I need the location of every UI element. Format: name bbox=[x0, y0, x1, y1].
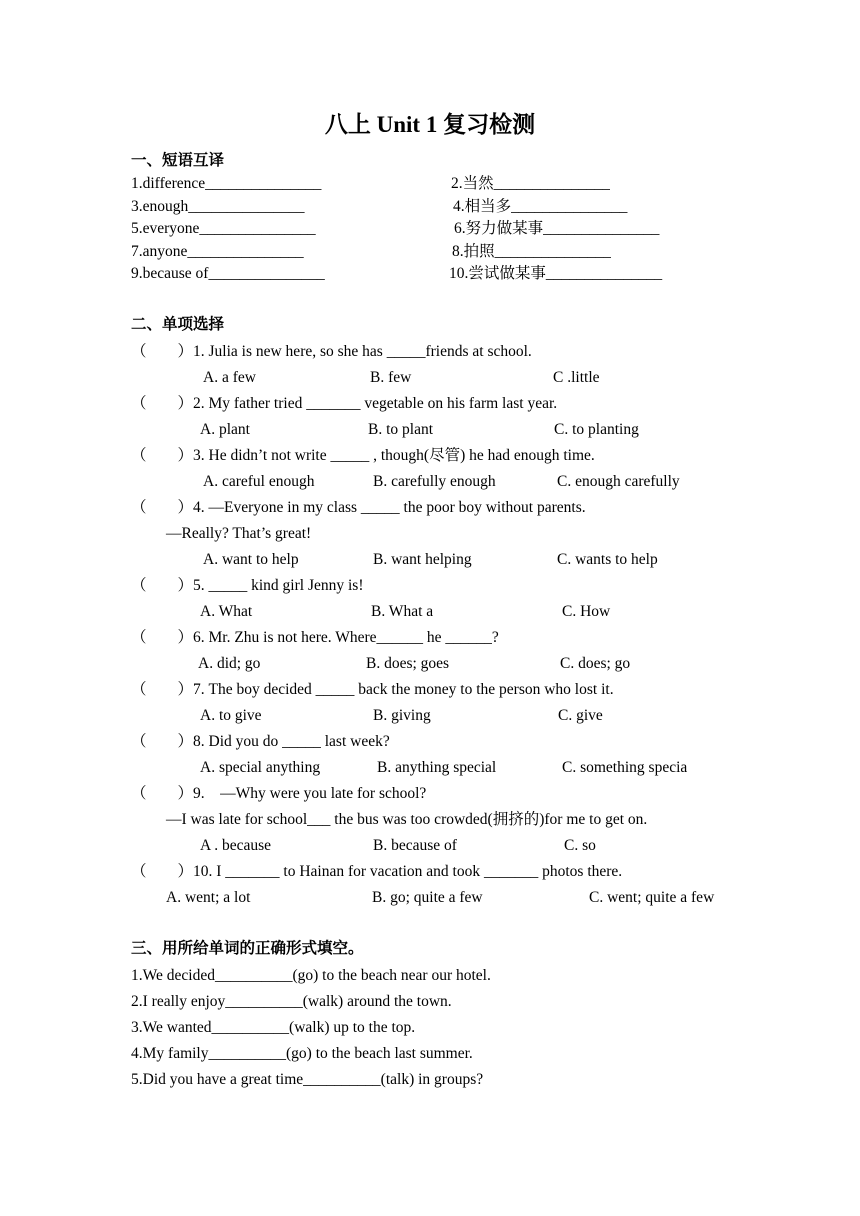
fill-in-item: 5.Did you have a great time__________(talk) in groups? bbox=[131, 1071, 484, 1088]
option-c: C. something specia bbox=[562, 759, 688, 776]
phrase-item: 1.difference_______________ bbox=[131, 175, 322, 192]
option-b: B. does; goes bbox=[366, 655, 450, 672]
option-b: B. because of bbox=[373, 837, 457, 854]
option-c: C. does; go bbox=[560, 655, 631, 672]
question-stem: （ ）1. Julia is new here, so she has _____friends at school. bbox=[131, 343, 532, 360]
phrase-item: 8.拍照_______________ bbox=[452, 243, 611, 260]
phrase-item: 4.相当多_______________ bbox=[453, 198, 628, 215]
question-stem: （ ）7. The boy decided _____ back the money to the person who lost it. bbox=[131, 681, 614, 698]
option-b: B. few bbox=[370, 369, 412, 386]
option-a: A. want to help bbox=[203, 551, 299, 568]
option-a: A. to give bbox=[200, 707, 262, 724]
option-c: C. so bbox=[564, 837, 596, 854]
option-c: C. went; quite a few bbox=[589, 889, 715, 906]
option-a: A. a few bbox=[203, 369, 256, 386]
fill-in-item: 1.We decided__________(go) to the beach near our hotel. bbox=[131, 967, 491, 984]
option-a: A. plant bbox=[200, 421, 250, 438]
option-b: B. carefully enough bbox=[373, 473, 496, 490]
phrase-item: 6.努力做某事_______________ bbox=[454, 220, 660, 237]
question-stem-continued: —I was late for school___ the bus was too crowded(拥挤的)for me to get on. bbox=[166, 811, 648, 828]
phrase-item: 7.anyone_______________ bbox=[131, 243, 304, 260]
option-b: B. to plant bbox=[368, 421, 434, 438]
option-c: C. enough carefully bbox=[557, 473, 680, 490]
option-a: A . because bbox=[200, 837, 272, 854]
option-b: B. anything special bbox=[377, 759, 497, 776]
question-stem: （ ）6. Mr. Zhu is not here. Where______ he ______? bbox=[131, 629, 499, 646]
option-b: B. want helping bbox=[373, 551, 472, 568]
option-c: C. give bbox=[558, 707, 603, 724]
section-heading-choice: 二、单项选择 bbox=[131, 316, 225, 333]
phrase-item: 5.everyone_______________ bbox=[131, 220, 316, 237]
page-title: 八上 Unit 1 复习检测 bbox=[324, 112, 536, 137]
section-heading-phrases: 一、短语互译 bbox=[131, 152, 225, 169]
option-a: A. careful enough bbox=[203, 473, 315, 490]
fill-in-item: 4.My family__________(go) to the beach last summer. bbox=[131, 1045, 473, 1062]
fill-in-item: 3.We wanted__________(walk) up to the top. bbox=[131, 1019, 416, 1036]
question-stem: （ ）5. _____ kind girl Jenny is! bbox=[131, 577, 364, 594]
option-c: C. How bbox=[562, 603, 611, 620]
question-stem: （ ）9. —Why were you late for school? bbox=[131, 785, 427, 802]
section-heading-fill-in: 三、用所给单词的正确形式填空。 bbox=[131, 940, 364, 957]
option-b: B. What a bbox=[371, 603, 434, 620]
question-stem: （ ）4. —Everyone in my class _____ the poor boy without parents. bbox=[131, 499, 586, 516]
question-stem: （ ）2. My father tried _______ vegetable on his farm last year. bbox=[131, 395, 558, 412]
option-b: B. go; quite a few bbox=[372, 889, 483, 906]
phrase-item: 10.尝试做某事_______________ bbox=[449, 265, 663, 282]
option-c: C. to planting bbox=[554, 421, 639, 438]
option-a: A. What bbox=[200, 603, 253, 620]
phrase-item: 3.enough_______________ bbox=[131, 198, 305, 215]
question-stem: （ ）3. He didn’t not write _____ , though(尽管) he had enough time. bbox=[131, 447, 595, 464]
option-b: B. giving bbox=[373, 707, 431, 724]
option-a: A. special anything bbox=[200, 759, 321, 776]
phrase-item: 2.当然_______________ bbox=[451, 175, 610, 192]
phrase-item: 9.because of_______________ bbox=[131, 265, 325, 282]
option-a: A. did; go bbox=[198, 655, 261, 672]
question-stem-continued: —Really? That’s great! bbox=[166, 525, 312, 542]
option-c: C. wants to help bbox=[557, 551, 658, 568]
question-stem: （ ）8. Did you do _____ last week? bbox=[131, 733, 390, 750]
option-a: A. went; a lot bbox=[166, 889, 251, 906]
question-stem: （ ）10. I _______ to Hainan for vacation and took _______ photos there. bbox=[131, 863, 623, 880]
fill-in-item: 2.I really enjoy__________(walk) around the town. bbox=[131, 993, 452, 1010]
option-c: C .little bbox=[553, 369, 600, 386]
